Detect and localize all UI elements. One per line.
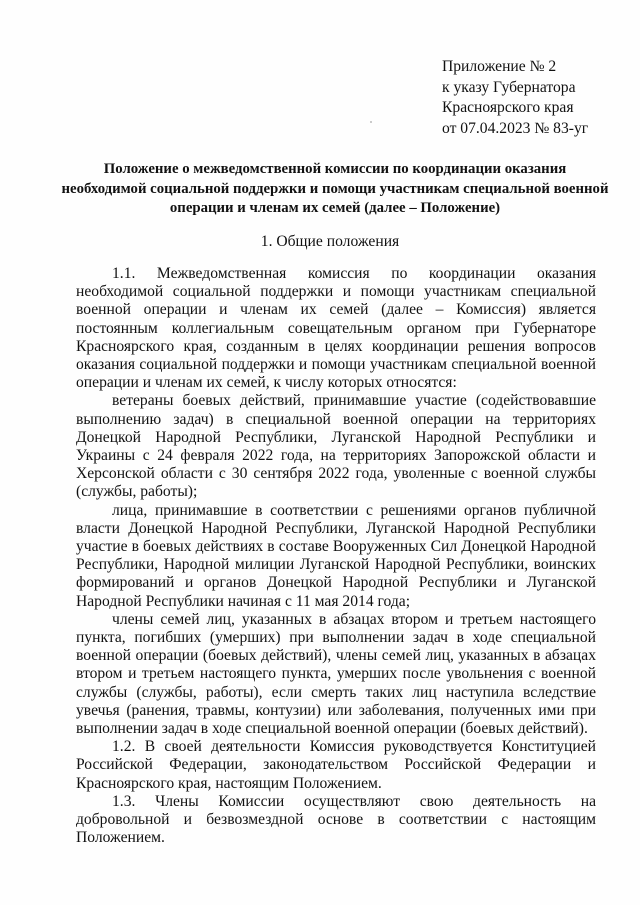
- section-heading: 1. Общие положения: [260, 233, 400, 250]
- paragraph-persons: лица, принимавшие в соответствии с решениями органов публичной власти Донецкой Народной Республики, Луганской Народной Республики участие в боевых действиях в составе Вооруженных Сил Донецкой Народной Республики, Народной милиции Луганской Народной Республики, воинских формирований и органов Донецкой Народной Республики и Луганской Народной Республики начиная с 11 мая 2014 года;: [76, 501, 596, 610]
- document-title: Положение о межведомственной комиссии по координации оказания необходимой социальной поддержки и помощи участникам специальной военной операции и членам их семей (далее – Положение): [61, 161, 609, 216]
- document-body: [76, 265, 596, 848]
- paragraph-1-2: 1.2. В своей деятельности Комиссия руководствуется Конституцией Российской Федерации, законодательством Российской Федерации и Красноярского края, настоящим Положением.: [76, 738, 596, 792]
- scan-speck: [370, 121, 372, 123]
- appendix-line-2: к указу Губернатора: [442, 78, 576, 96]
- paragraph-1-1: 1.1. Межведомственная комиссия по координации оказания необходимой социальной поддержки и помощи участникам специальной военной операции и членам их семей (далее – Комиссия) является постоянным коллегиальным совещательным органом при Губернаторе Красноярского края, созданным в целях координации решения вопросов оказания социальной поддержки и помощи участникам специальной военной операции и членам их семей, к числу которых относятся:: [76, 265, 596, 392]
- appendix-block: [442, 57, 632, 139]
- paragraph-family-members: члены семей лиц, указанных в абзацах втором и третьем настоящего пункта, погибших (умерших) при выполнении задач в ходе специальной военной операции (боевых действий), члены семей лиц, указанных в абзацах втором и третьем настоящего пункта, умерших после увольнения с военной службы (службы, работы), если смерть таких лиц наступила вследствие увечья (ранения, травмы, контузии) или заболевания, полученных ими при выполнении задач в ходе специальной военной операции (боевых действий).: [76, 610, 596, 738]
- paragraph-1-3: 1.3. Члены Комиссии осуществляют свою деятельность на добровольной и безвозмездной основе в соответствии с настоящим Положением.: [76, 792, 596, 847]
- appendix-line-4: от 07.04.2023 № 83-уг: [442, 119, 589, 137]
- appendix-line-1: Приложение № 2: [442, 58, 557, 75]
- appendix-line-3: Красноярского края: [442, 99, 574, 116]
- paragraph-veterans: ветераны боевых действий, принимавшие участие (содействовавшие выполнению задач) в специальной военной операции на территориях Донецкой Народной Республики, Луганской Народной Республики и Украины с 24 февраля 2022 года, на территориях Запорожской области и Херсонской области с 30 сентября 2022 года, уволенные с военной службы (службы, работы);: [76, 392, 596, 501]
